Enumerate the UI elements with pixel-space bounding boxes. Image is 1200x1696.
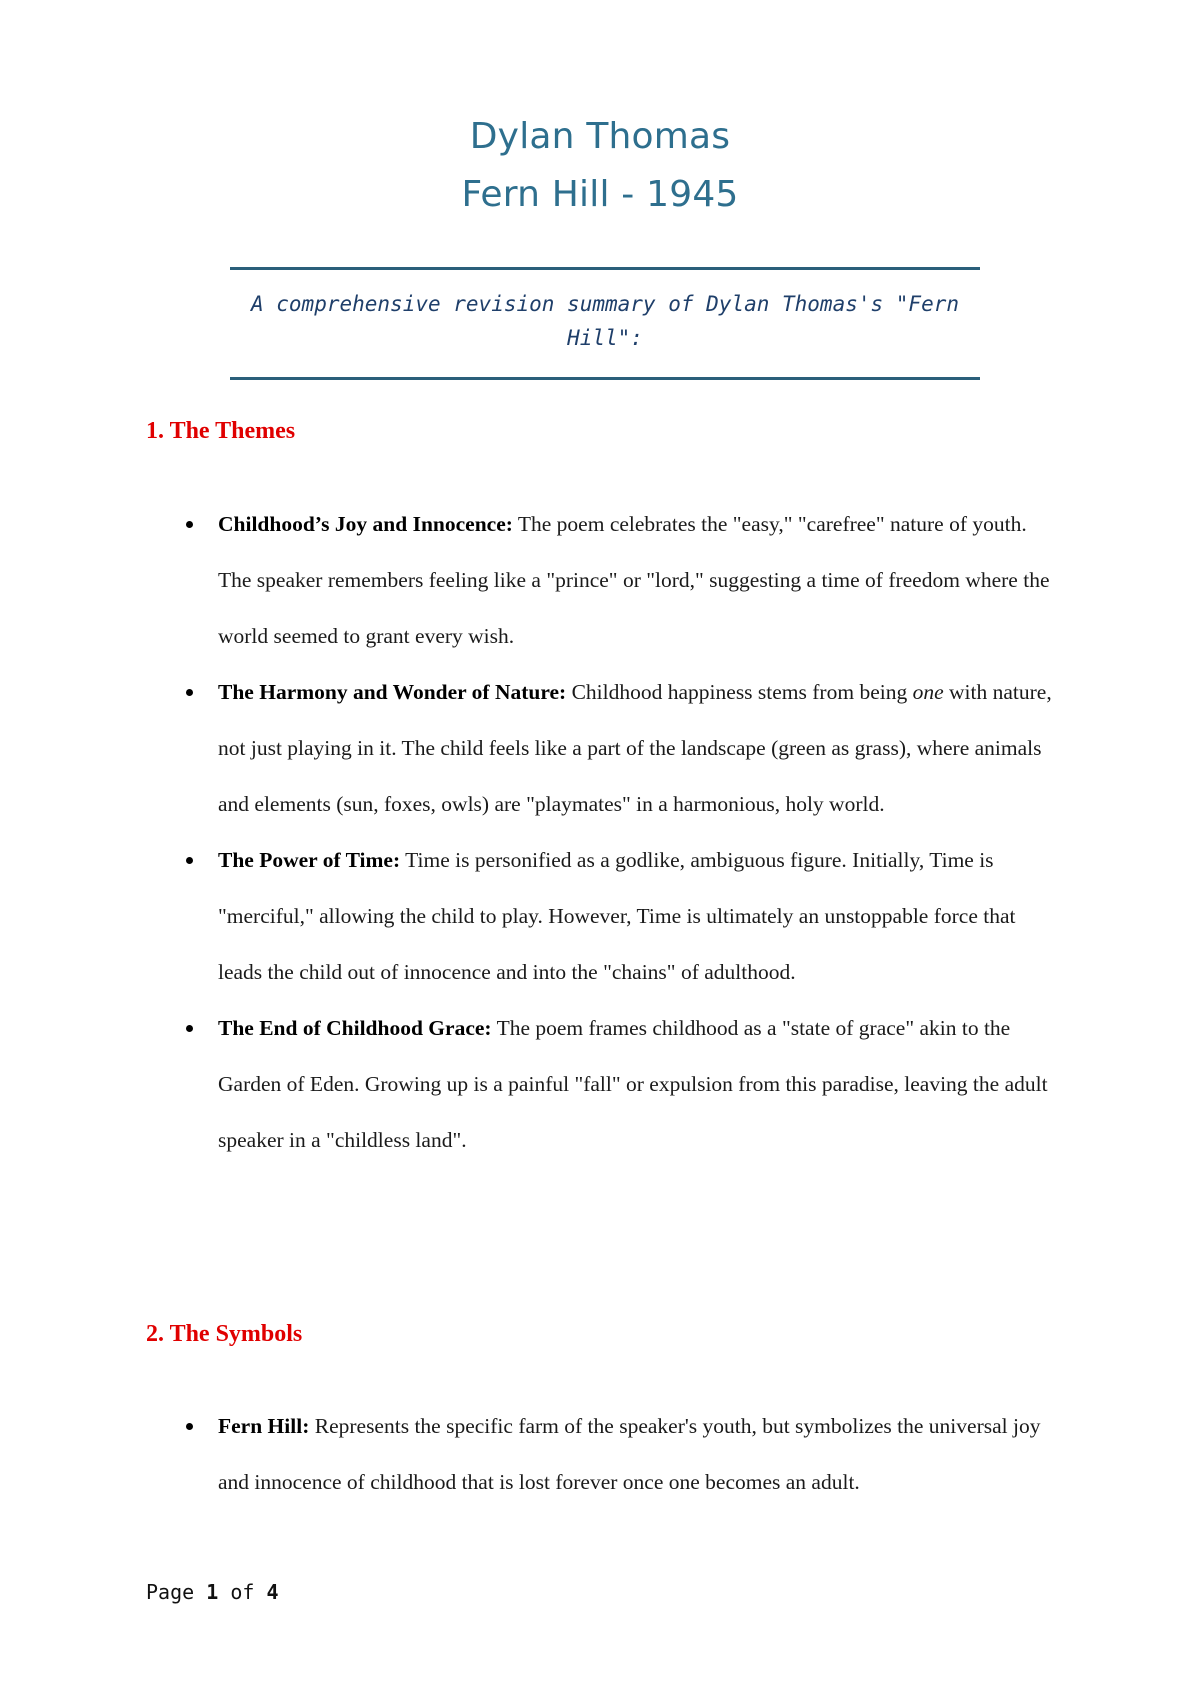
bullet-icon	[186, 857, 193, 864]
item-text: Represents the specific farm of the speaker's youth, but symbolizes the universal joy and innocence of childhood that is lost forever once one becomes an adult.	[218, 1414, 1041, 1494]
symbols-list	[218, 1398, 1058, 1510]
list-item	[218, 496, 1058, 664]
title-poem: Fern Hill - 1945	[461, 174, 739, 215]
item-text: Childhood happiness stems from being	[566, 680, 913, 704]
item-text: with nature, not just playing in it. The child feels like a part of the landscape (green as grass), where animals and elements (sun, foxes, owls) are "playmates" in a harmonious, holy world.	[218, 680, 1052, 816]
title-author: Dylan Thomas	[469, 116, 731, 157]
divider-top	[230, 267, 980, 270]
section-heading-symbols: 2. The Symbols	[146, 1321, 303, 1347]
item-term: Childhood’s Joy and Innocence:	[218, 512, 513, 536]
section-heading-themes: 1. The Themes	[146, 418, 296, 444]
bullet-icon	[186, 689, 193, 696]
item-term: The Harmony and Wonder of Nature:	[218, 680, 567, 704]
item-term: Fern Hill:	[218, 1414, 310, 1438]
divider-bottom	[230, 377, 980, 380]
item-text: Time is personified as a godlike, ambiguous figure. Initially, Time is "merciful," allowing the child to play. However, Time is ultimately an unstoppable force that leads the child out of innocence and into the "chains" of adulthood.	[218, 848, 1016, 984]
subtitle: A comprehensive revision summary of Dylan Thomas's "Fern Hill":	[250, 292, 959, 350]
list-item	[218, 664, 1058, 832]
bullet-icon	[186, 521, 193, 528]
themes-list	[218, 496, 1058, 1168]
bullet-icon	[186, 1025, 193, 1032]
item-text: The poem frames childhood as a "state of grace" akin to the Garden of Eden. Growing up is a painful "fall" or expulsion from this paradise, leaving the adult speaker in a "childless land".	[218, 1016, 1048, 1152]
footer-of-word: of	[230, 1580, 255, 1604]
item-term: The Power of Time:	[218, 848, 401, 872]
footer-page-word: Page	[146, 1580, 195, 1604]
page-number-footer	[146, 1580, 279, 1604]
list-item	[218, 832, 1058, 1000]
item-emphasis: one	[912, 680, 944, 704]
bullet-icon	[186, 1423, 193, 1430]
item-text: The poem celebrates the "easy," "carefree" nature of youth. The speaker remembers feeling like a "prince" or "lord," suggesting a time of freedom where the world seemed to grant every wish.	[218, 512, 1050, 648]
item-term: The End of Childhood Grace:	[218, 1016, 492, 1040]
footer-current-page: 1	[206, 1580, 219, 1604]
document-title	[0, 108, 1200, 224]
footer-total-pages: 4	[266, 1580, 279, 1604]
list-item	[218, 1398, 1058, 1510]
list-item	[218, 1000, 1058, 1168]
